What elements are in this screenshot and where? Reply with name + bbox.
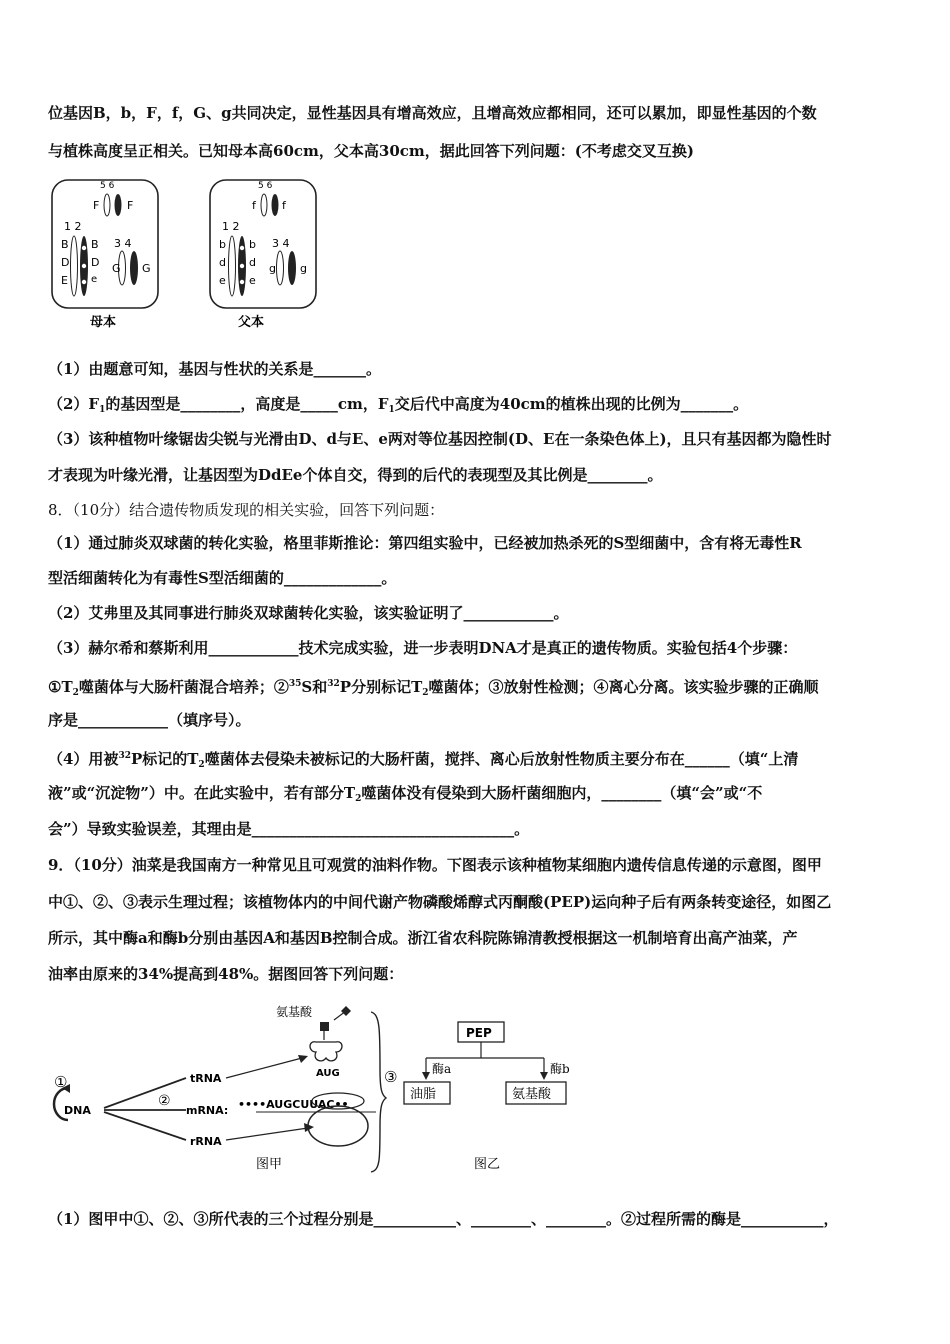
circle-1: ① [54,1073,68,1091]
mother-caption: 母本 [90,315,117,330]
svg-text:3 4: 3 4 [114,237,132,250]
enzyme-a-label: 酶a [432,1062,452,1076]
svg-text:1 2: 1 2 [64,220,82,233]
question-7-2: $(2)F_1$的基因型是________，高度是_____cm，$F_1$交后代中高度为40cm的植株出现的比例为_______。 [48,395,749,415]
question-9: 9．（10分）油菜是我国南方一种常见且可观赏的油料作物。下图表示该种植物某细胞内遗传信息传递的示意图，图甲 [48,856,822,874]
question-8-1-cont: 型活细菌转化为有毒性S型活细菌的_____________。 [48,569,397,587]
question-7-3: （3）该种植物叶缘锯齿尖锐与光滑由D、d与E、e两对等位基因控制(D、E在一条染色体上)，且只有基因都为隐性时 [48,430,832,448]
question-8-3: （3）赫尔希和蔡斯利用____________技术完成实验，进一步表明DNA才是真正的遗传物质。实验包括4个步骤： [48,639,798,657]
pep-label: PEP [466,1026,492,1040]
svg-text:e: e [219,274,226,287]
svg-text:G: G [142,262,151,275]
mother-label-56: 5 6 [100,181,115,191]
question-7-1: （1）由题意可知，基因与性状的关系是_______。 [48,360,381,378]
question-8-1: （1）通过肺炎双球菌的转化实验，格里菲斯推论：第四组实验中，已经被加热杀死的S型细菌中，含有将无毒性R [48,534,802,552]
svg-text:b: b [219,238,226,251]
svg-text:F: F [93,199,100,212]
figure-yi-caption: 图乙 [474,1157,501,1172]
chromosome-diagram [50,178,340,338]
question-8-4-cont: 液”或“沉淀物”）中。在此实验中，若有部分$T_2$噬菌体没有侵染到大肠杆菌细胞内，________（填“会”或“不 [48,784,763,804]
trna-label: tRNA [190,1072,222,1085]
svg-text:e: e [91,274,98,285]
question-8-4: （4）用被$^{32}$P标记的$T_2$噬菌体去侵染未被标记的大肠杆菌，搅拌、离心后放射性物质主要分布在______（填“上清 [48,750,799,770]
svg-text:D: D [61,256,70,269]
svg-text:1 2: 1 2 [222,220,240,233]
figure-jia-yi [46,1000,606,1180]
enzyme-b-label: 酶b [550,1062,570,1076]
mrna-label: mRNA: [186,1104,229,1117]
text-line: 位基因B，b，F，f，G、g共同决定，显性基因具有增高效应，且增高效应都相同，还可以累加，即显性基因的个数 [48,104,817,122]
question-9-1: （1）图甲中①、②、③所代表的三个过程分别是___________、________、________。②过程所需的酶是___________， [48,1210,839,1228]
svg-text:b: b [249,238,256,251]
question-8-4-cont2: 会”）导致实验误差，其理由是___________________________________。 [48,820,530,838]
question-7-3-cont: 才表现为叶缘光滑，让基因型为DdEe个体自交，得到的后代的表现型及其比例是________。 [48,466,663,484]
oil-label: 油脂 [410,1087,437,1102]
svg-text:f: f [282,199,286,212]
question-9-cont: 中①、②、③表示生理过程；该植物体内的中间代谢产物磷酸烯醇式丙酮酸(PEP)运向种子后有两条转变途径，如图乙 [48,893,832,911]
amino-acid-label: 氨基酸 [276,1005,313,1019]
svg-text:d: d [249,256,256,269]
question-8-3-steps: $①T_2$噬菌体与大肠杆菌混合培养；②$^{35}$S和$^{32}$P分别标记$T_2$噬菌体；③放射性检测；④离心分离。该实验步骤的正确顺 [48,678,819,698]
question-8-2: （2）艾弗里及其同事进行肺炎双球菌转化实验，该实验证明了____________。 [48,604,569,622]
amino-acid-box-label: 氨基酸 [512,1087,552,1102]
svg-text:e: e [249,274,256,287]
text-line: 与植株高度呈正相关。已知母本高60cm，父本高30cm，据此回答下列问题：(不考虑交叉互换) [48,142,694,160]
svg-text:f: f [252,199,256,212]
svg-text:g: g [300,262,307,275]
aug-label: AUG [316,1068,340,1079]
father-caption: 父本 [238,315,265,330]
svg-text:d: d [219,256,226,269]
question-8: 8．（10分）结合遗传物质发现的相关实验，回答下列问题： [48,501,445,519]
svg-text:g: g [269,262,276,275]
circle-2: ② [158,1093,171,1109]
question-8-3-cont: 序是____________（填序号）。 [48,711,251,729]
svg-text:G: G [112,262,121,275]
figure-jia-caption: 图甲 [256,1157,283,1172]
question-9-cont3: 油率由原来的34%提高到48%。据图回答下列问题： [48,965,404,983]
svg-text:B: B [91,238,99,251]
circle-3: ③ [384,1068,398,1086]
svg-text:3 4: 3 4 [272,237,290,250]
svg-text:F: F [127,199,134,212]
dna-label: DNA [64,1104,91,1117]
gene-expression-diagram [46,1000,606,1180]
svg-text:B: B [61,238,69,251]
svg-text:5 6: 5 6 [258,181,273,191]
svg-text:E: E [61,274,68,287]
question-9-cont2: 所示，其中酶a和酶b分别由基因A和基因B控制合成。浙江省农科院陈锦清教授根据这一机制培育出高产油菜，产 [48,929,798,947]
mrna-sequence: ••••AUGCUUAC•• [238,1098,349,1111]
rrna-label: rRNA [190,1135,222,1148]
svg-text:D: D [91,256,100,269]
parents-figure [50,178,340,338]
